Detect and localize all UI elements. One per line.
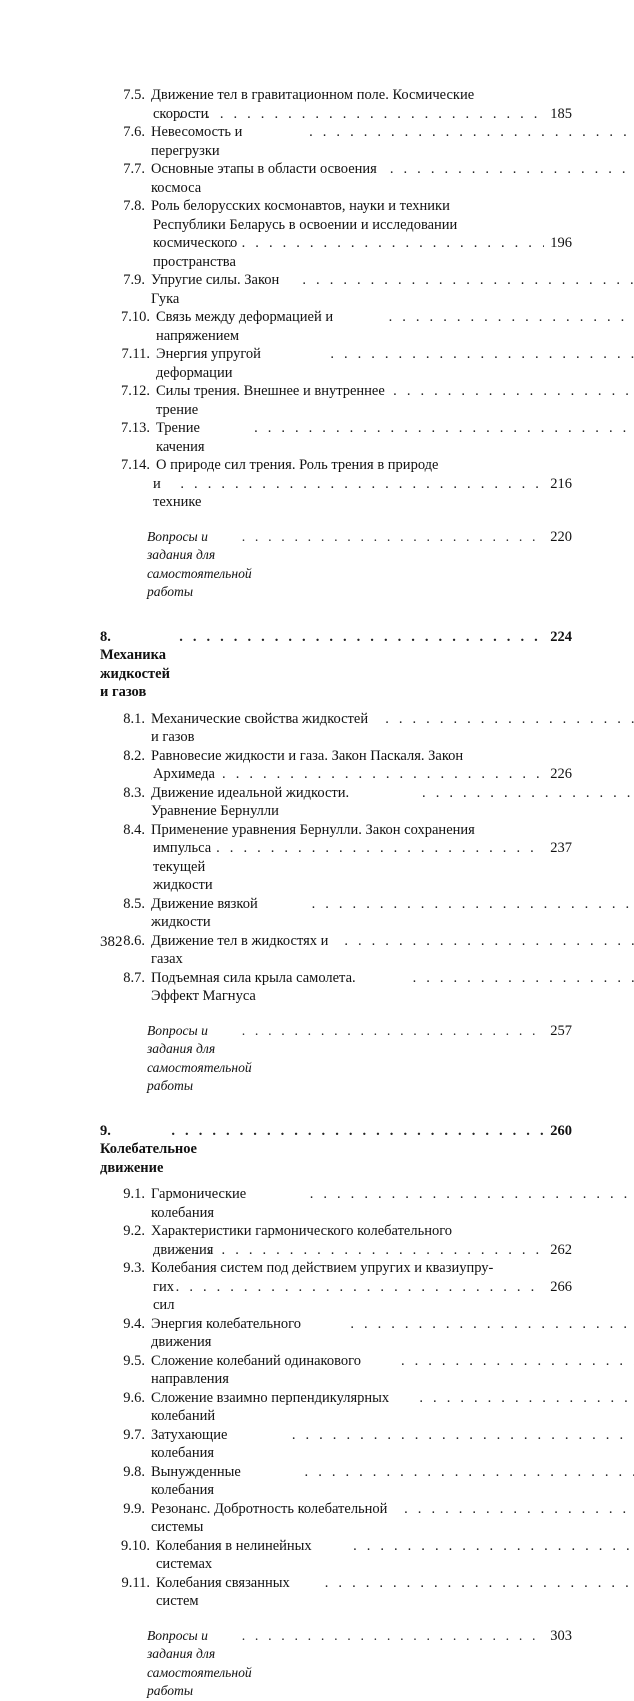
spacer	[100, 702, 572, 710]
dot-leader	[350, 1315, 634, 1334]
dot-leader	[305, 1463, 634, 1482]
section-number: 9.10.	[121, 1537, 150, 1554]
dot-leader	[413, 969, 634, 988]
toc-entry[interactable]	[100, 123, 572, 160]
section-number: 8.5.	[123, 895, 145, 912]
dot-leader	[216, 839, 544, 858]
section-number: 8.2.	[123, 747, 145, 764]
dot-leader	[419, 1389, 634, 1408]
questions-page: 303	[550, 1627, 572, 1644]
entry-title: Основные этапы в области освоения космоса	[151, 161, 377, 196]
spacer	[100, 1006, 572, 1022]
questions-entry[interactable]	[100, 1022, 572, 1096]
dot-leader	[353, 1537, 634, 1556]
entry-title: Упругие силы. Закон Гука	[151, 272, 280, 307]
dot-leader	[242, 528, 544, 547]
spacer	[100, 1611, 572, 1627]
toc-entry[interactable]	[100, 456, 572, 512]
toc-entry[interactable]	[100, 197, 572, 271]
section-number: 9.9.	[123, 1500, 145, 1517]
toc-entry[interactable]	[100, 345, 572, 382]
entry-page: 226	[550, 766, 572, 782]
entry-title-line: импульса текущей жидкости	[153, 840, 213, 893]
toc-entry[interactable]	[100, 895, 572, 932]
entry-page: 237	[550, 840, 572, 856]
dot-leader	[176, 1278, 544, 1297]
questions-entry[interactable]	[100, 528, 572, 602]
entry-title: Сложение взаимно перпендикулярных колебаний	[151, 1389, 390, 1424]
entry-title-line: О природе сил трения. Роль трения в природе	[156, 457, 439, 473]
dot-leader	[214, 234, 544, 253]
dot-leader	[181, 1241, 544, 1260]
section-number: 7.14.	[121, 457, 150, 473]
entry-title-line: Характеристики гармонического колебательного	[151, 1223, 453, 1239]
questions-title: Вопросы и задания для самостоятельной работы	[147, 1022, 252, 1093]
dot-leader	[254, 419, 634, 438]
toc-entry[interactable]	[100, 1185, 572, 1222]
entry-title: Силы трения. Внешнее и внутреннее трение	[156, 383, 385, 418]
entry-page: 262	[550, 1241, 572, 1258]
questions-title: Вопросы и задания для самостоятельной работы	[147, 1627, 252, 1698]
section-number: 7.8.	[123, 198, 145, 214]
dot-leader	[422, 784, 634, 803]
dot-leader	[180, 475, 544, 494]
section-number: 7.9.	[123, 272, 145, 288]
dot-leader	[312, 895, 634, 914]
entry-title: Движение вязкой жидкости	[151, 895, 258, 930]
entry-title: Энергия упругой деформации	[156, 346, 261, 381]
entry-title: Колебания связанных систем	[156, 1574, 290, 1609]
spacer	[100, 1096, 572, 1122]
section-number: 8.7.	[123, 969, 145, 986]
toc-entry[interactable]	[100, 1537, 572, 1574]
section-number: 7.10.	[121, 309, 150, 325]
section-number: 7.5.	[123, 87, 145, 103]
section-number: 8.3.	[123, 784, 145, 801]
page-number: 382	[100, 934, 123, 950]
entry-page: 196	[550, 235, 572, 251]
toc-entry[interactable]	[100, 1352, 572, 1389]
dot-leader	[401, 1352, 634, 1371]
table-of-contents	[100, 86, 572, 1701]
spacer	[100, 1177, 572, 1185]
section-number: 9.6.	[123, 1389, 145, 1406]
entry-title: Гармонические колебания	[151, 1186, 247, 1221]
dot-leader	[385, 710, 634, 729]
dot-leader	[181, 765, 544, 784]
toc-entry[interactable]	[100, 710, 572, 747]
dot-leader	[310, 1185, 634, 1204]
toc-entry[interactable]	[100, 1259, 572, 1315]
spacer	[100, 512, 572, 528]
toc-entry[interactable]	[100, 932, 572, 969]
toc-entry[interactable]	[100, 1426, 572, 1463]
entry-title: Сложение колебаний одинакового направления	[151, 1352, 361, 1387]
dot-leader	[389, 308, 634, 327]
dot-leader	[242, 1022, 544, 1041]
toc-entry[interactable]	[100, 382, 572, 419]
entry-title: Вынужденные колебания	[151, 1463, 241, 1498]
toc-entry[interactable]	[100, 969, 572, 1006]
dot-leader	[179, 105, 544, 124]
toc-entry[interactable]	[100, 1500, 572, 1537]
entry-title: Резонанс. Добротность колебательной системы	[151, 1500, 388, 1535]
dot-leader	[404, 1500, 634, 1519]
chapter-page: 260	[550, 1122, 572, 1139]
entry-title: Подъемная сила крыла самолета. Эффект Магнуса	[151, 969, 356, 1004]
questions-page: 220	[550, 528, 572, 545]
chapter-heading[interactable]	[100, 628, 572, 702]
section-number: 9.3.	[123, 1260, 145, 1276]
questions-entry[interactable]	[100, 1627, 572, 1701]
dot-leader	[325, 1574, 634, 1593]
section-number: 9.1.	[123, 1186, 145, 1202]
toc-entry[interactable]	[100, 1389, 572, 1426]
chapter-heading[interactable]	[100, 1122, 572, 1178]
section-number: 7.13.	[121, 420, 150, 436]
dot-leader	[390, 160, 634, 179]
toc-entry[interactable]	[100, 1222, 572, 1259]
questions-page: 257	[550, 1022, 572, 1039]
dot-leader	[242, 1627, 544, 1646]
section-number: 7.6.	[123, 124, 145, 140]
entry-title-line: Применение уравнения Бернулли. Закон сохранения	[151, 821, 475, 838]
chapter-title: 9. Колебательное движение	[100, 1122, 197, 1176]
dot-leader	[302, 271, 634, 290]
toc-entry[interactable]	[100, 784, 572, 821]
dot-leader	[292, 1426, 634, 1445]
chapter-page: 224	[550, 628, 572, 645]
entry-title-line: Равновесие жидкости и газа. Закон Паскаля. Закон	[151, 747, 464, 764]
entry-title: Движение тел в жидкостях и газах	[151, 932, 329, 967]
chapter-title: 8. Механика жидкостей и газов	[100, 628, 170, 700]
section-number: 7.7.	[123, 161, 145, 177]
dot-leader	[309, 123, 634, 142]
section-number: 7.12.	[121, 383, 150, 399]
entry-title-line: гих сил	[153, 1278, 175, 1313]
entry-title-line: Движение тел в гравитационном поле. Космические	[151, 87, 475, 103]
entry-title-line: космического пространства	[153, 235, 238, 270]
entry-title: Движение идеальной жидкости. Уравнение Бернулли	[151, 784, 350, 819]
dot-leader	[344, 932, 634, 951]
entry-title: Энергия колебательного движения	[151, 1315, 301, 1350]
toc-entry[interactable]	[100, 271, 572, 308]
section-number: 9.5.	[123, 1352, 145, 1369]
entry-title-line: Республики Беларусь в освоении и исследовании	[153, 216, 458, 233]
toc-entry[interactable]	[100, 1315, 572, 1352]
dot-leader	[179, 628, 544, 647]
entry-title: Трение качения	[156, 420, 205, 455]
spacer	[100, 602, 572, 628]
section-number: 9.8.	[123, 1463, 145, 1480]
entry-title-line: движения	[153, 1241, 214, 1258]
entry-title: Связь между деформацией и напряжением	[156, 309, 334, 344]
entry-title: Механические свойства жидкостей и газов	[151, 710, 369, 745]
entry-title-line: скорости	[153, 105, 209, 122]
entry-title-line: Роль белорусских космонавтов, науки и техники	[151, 198, 450, 214]
section-number: 7.11.	[121, 346, 150, 362]
questions-title: Вопросы и задания для самостоятельной работы	[147, 528, 252, 599]
section-number: 9.11.	[121, 1574, 150, 1591]
section-number: 9.4.	[123, 1315, 145, 1332]
section-number: 8.4.	[123, 821, 145, 838]
entry-page: 185	[550, 105, 572, 122]
section-number: 8.6.	[123, 932, 145, 949]
toc-entry[interactable]	[100, 308, 572, 345]
entry-title-line: и технике	[153, 475, 202, 510]
entry-page: 216	[550, 475, 572, 492]
entry-title-line: Архимеда	[153, 766, 215, 782]
section-number: 8.1.	[123, 710, 145, 727]
dot-leader	[171, 1122, 544, 1141]
entry-page: 266	[550, 1278, 572, 1295]
toc-entry[interactable]	[100, 821, 572, 895]
toc-entry[interactable]	[100, 1574, 572, 1611]
toc-entry[interactable]	[100, 86, 572, 123]
dot-leader	[393, 382, 634, 401]
toc-entry[interactable]	[100, 419, 572, 456]
entry-title: Колебания в нелинейных системах	[156, 1537, 312, 1572]
section-number: 9.7.	[123, 1426, 145, 1443]
entry-title: Невесомость и перегрузки	[151, 124, 243, 159]
entry-title: Затухающие колебания	[151, 1426, 228, 1461]
section-number: 9.2.	[123, 1223, 145, 1239]
toc-entry[interactable]	[100, 1463, 572, 1500]
toc-entry[interactable]	[100, 160, 572, 197]
dot-leader	[330, 345, 634, 364]
entry-title-line: Колебания систем под действием упругих и квазиупру-	[151, 1260, 494, 1276]
toc-entry[interactable]	[100, 747, 572, 784]
